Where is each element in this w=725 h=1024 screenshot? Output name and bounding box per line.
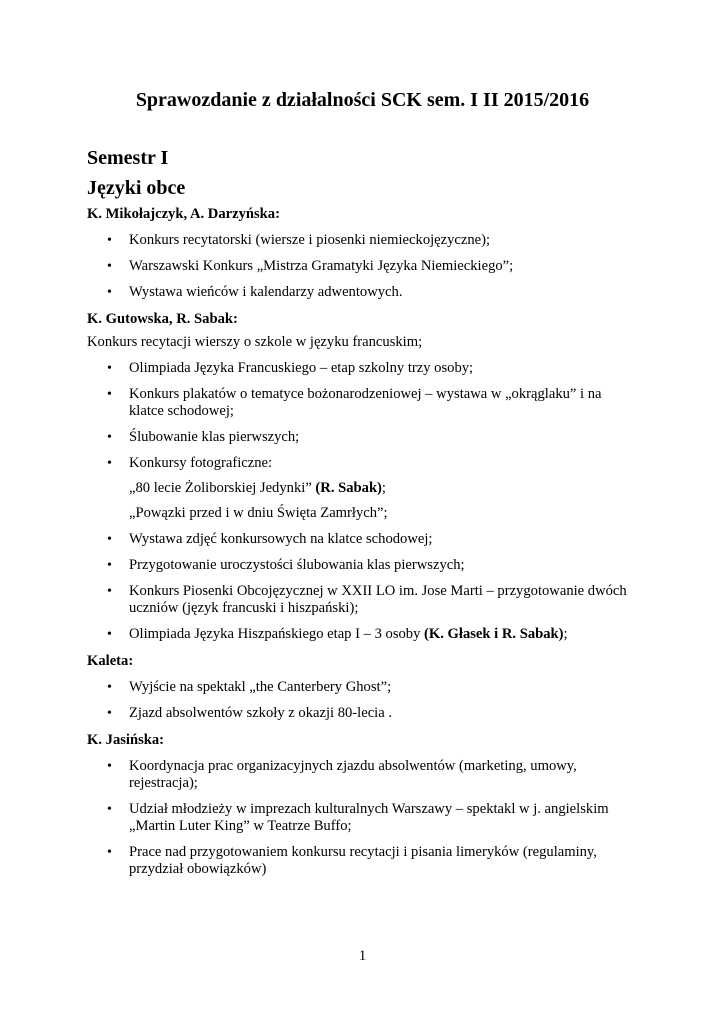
list-item: • Olimpiada Języka Hiszpańskiego etap I – 3 osoby (K. Głasek i R. Sabak); (107, 626, 568, 642)
activity-list (87, 360, 647, 472)
bullet-icon: • (107, 627, 112, 642)
semester-heading: Semestr I (87, 147, 169, 169)
bullet-icon: • (107, 584, 112, 599)
list-item: • Konkurs Piosenki Obcojęzycznej w XXII LO im. Jose Marti – przygotowanie dwóch uczniów (język francuski i hiszpański); (107, 583, 627, 616)
document-body (87, 145, 647, 878)
bullet-icon: • (107, 845, 112, 860)
bullet-icon: • (107, 285, 112, 300)
list-item: • Olimpiada Języka Francuskiego – etap szkolny trzy osoby; (107, 360, 474, 376)
bullet-icon: • (107, 532, 112, 547)
activity-list (87, 531, 647, 643)
list-item: • Konkurs plakatów o tematyce bożonarodzeniowej – wystawa w „okrąglaku” i na klatce schodowej; (107, 386, 602, 419)
bullet-icon: • (107, 259, 112, 274)
list-item: • Zjazd absolwentów szkoły z okazji 80-lecia . (107, 705, 393, 721)
list-item: • Konkurs recytatorski (wiersze i piosenki niemieckojęzyczne); (107, 232, 491, 248)
bullet-icon: • (107, 680, 112, 695)
list-item: • Udział młodzieży w imprezach kulturalnych Warszawy – spektakl w j. angielskim „Martin Luter King” w Teatrze Buffo; (107, 801, 609, 834)
list-item: • Warszawski Konkurs „Mistrza Gramatyki Języka Niemieckiego”; (107, 258, 514, 274)
page-number: 1 (358, 948, 367, 964)
list-item: • Prace nad przygotowaniem konkursu recytacji i pisania limeryków (regulaminy, przydział obowiązków) (107, 844, 597, 877)
bullet-icon: • (107, 759, 112, 774)
list-item: • Wystawa zdjęć konkursowych na klatce schodowej; (107, 531, 433, 547)
bullet-icon: • (107, 802, 112, 817)
bullet-icon: • (107, 558, 112, 573)
bullet-icon: • (107, 430, 112, 445)
section-heading: Języki obce (87, 177, 186, 199)
list-item: • Wystawa wieńców i kalendarzy adwentowych. (107, 284, 403, 300)
list-item: • Konkursy fotograficzne: (107, 455, 273, 471)
teacher-names: Kaleta: (87, 653, 134, 669)
photo-contest-line: „Powązki przed i w dniu Święta Zamrłych”; (129, 505, 388, 521)
teacher-names: K. Mikołajczyk, A. Darzyńska: (87, 206, 280, 222)
teacher-names: K. Gutowska, R. Sabak: (87, 311, 238, 327)
bullet-icon: • (107, 456, 112, 471)
bullet-icon: • (107, 361, 112, 376)
list-item: • Wyjście na spektakl „the Canterbery Ghost”; (107, 679, 392, 695)
activity-list (87, 758, 647, 878)
list-item: • Ślubowanie klas pierwszych; (107, 429, 300, 445)
activity-list (87, 679, 647, 722)
paragraph: Konkurs recytacji wierszy o szkole w języku francuskim; (87, 334, 423, 350)
document-title: Sprawozdanie z działalności SCK sem. I II 2015/2016 (135, 89, 590, 111)
bullet-icon: • (107, 387, 112, 402)
bullet-icon: • (107, 233, 112, 248)
list-item: • Przygotowanie uroczystości ślubowania klas pierwszych; (107, 557, 465, 573)
teacher-names: K. Jasińska: (87, 732, 165, 748)
list-item: • Koordynacja prac organizacyjnych zjazdu absolwentów (marketing, umowy, rejestracja); (107, 758, 577, 791)
activity-list (87, 232, 647, 301)
photo-contest-line: „80 lecie Żoliborskiej Jedynki” (R. Sabak); (129, 480, 386, 496)
bullet-icon: • (107, 706, 112, 721)
